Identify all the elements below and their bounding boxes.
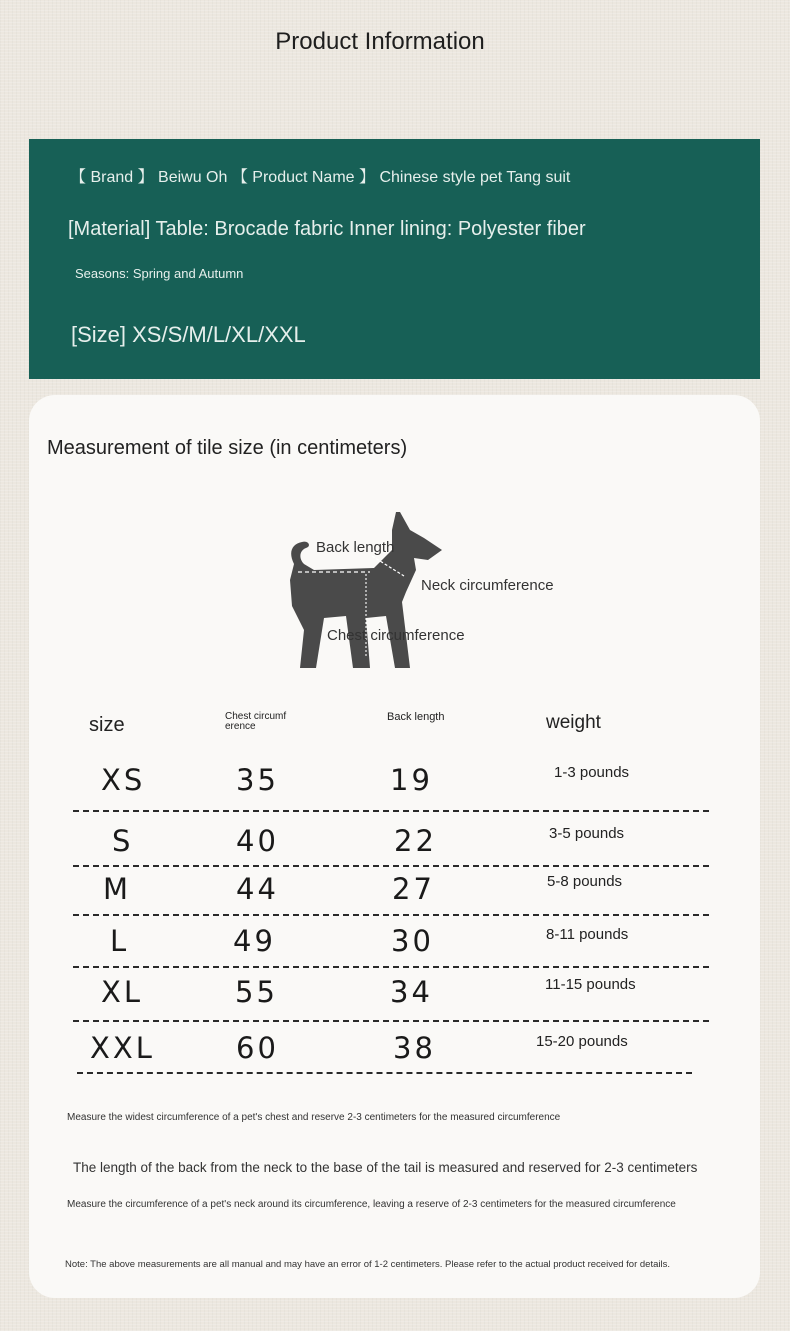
chest-circumference-label: Chest circumference bbox=[327, 627, 465, 644]
size-cell: S bbox=[112, 824, 134, 858]
back-cell: 38 bbox=[393, 1031, 436, 1065]
neck-circumference-label: Neck circumference bbox=[421, 577, 554, 594]
chest-cell: 55 bbox=[235, 975, 278, 1009]
back-cell: 27 bbox=[392, 872, 435, 906]
header-weight: weight bbox=[546, 712, 601, 733]
weight-cell: 5-8 pounds bbox=[547, 873, 623, 890]
chest-cell: 60 bbox=[236, 1031, 279, 1065]
back-cell: 19 bbox=[390, 763, 433, 797]
size-cell: XS bbox=[101, 763, 146, 797]
chest-cell: 49 bbox=[233, 924, 276, 958]
material-line: [Material] Table: Brocade fabric Inner lining: Polyester fiber bbox=[68, 218, 586, 240]
weight-cell: 3-5 pounds bbox=[549, 825, 625, 842]
weight-cell: 1-3 pounds bbox=[554, 764, 630, 781]
chest-cell: 35 bbox=[236, 763, 279, 797]
size-cell: XXL bbox=[90, 1031, 155, 1065]
size-cell: M bbox=[103, 872, 132, 906]
size-line: [Size] XS/S/M/L/XL/XXL bbox=[71, 322, 306, 347]
back-cell: 22 bbox=[394, 824, 437, 858]
back-length-label: Back length bbox=[316, 539, 395, 556]
product-info-panel bbox=[29, 139, 760, 379]
back-cell: 34 bbox=[390, 975, 433, 1009]
measurement-heading: Measurement of tile size (in centimeters) bbox=[47, 437, 408, 459]
row-divider bbox=[73, 810, 709, 812]
back-measure-note: The length of the back from the neck to the base of the tail is measured and reserved for 2-3 centimeters bbox=[73, 1160, 698, 1175]
weight-cell: 15-20 pounds bbox=[536, 1033, 628, 1050]
chest-cell: 40 bbox=[236, 824, 279, 858]
header-chest: Chest circumference bbox=[225, 711, 287, 732]
row-divider bbox=[73, 914, 709, 916]
weight-cell: 8-11 pounds bbox=[546, 926, 629, 943]
row-divider bbox=[73, 1020, 709, 1022]
header-size: size bbox=[89, 714, 125, 736]
weight-cell: 11-15 pounds bbox=[545, 976, 636, 993]
size-cell: XL bbox=[101, 975, 144, 1009]
header-back-length: Back length bbox=[387, 711, 445, 723]
row-divider bbox=[73, 865, 709, 867]
seasons-line: Seasons: Spring and Autumn bbox=[75, 266, 244, 281]
back-cell: 30 bbox=[391, 924, 434, 958]
disclaimer-note: Note: The above measurements are all manual and may have an error of 1-2 centimeters. Please refer to the actual product received for details. bbox=[65, 1259, 670, 1270]
row-divider bbox=[73, 966, 709, 968]
size-cell: L bbox=[110, 924, 130, 958]
size-chart-card bbox=[29, 395, 760, 1298]
chest-measure-note: Measure the widest circumference of a pet's chest and reserve 2-3 centimeters for the measured circumference bbox=[67, 1112, 561, 1123]
neck-measure-note: Measure the circumference of a pet's neck around its circumference, leaving a reserve of 2-3 centimeters for the measured circumference bbox=[67, 1199, 676, 1210]
brand-product-line: 【 Brand 】 Beiwu Oh 【 Product Name 】 Chinese style pet Tang suit bbox=[70, 169, 571, 186]
row-divider bbox=[77, 1072, 692, 1074]
page-title: Product Information bbox=[275, 28, 485, 55]
chest-cell: 44 bbox=[236, 872, 279, 906]
